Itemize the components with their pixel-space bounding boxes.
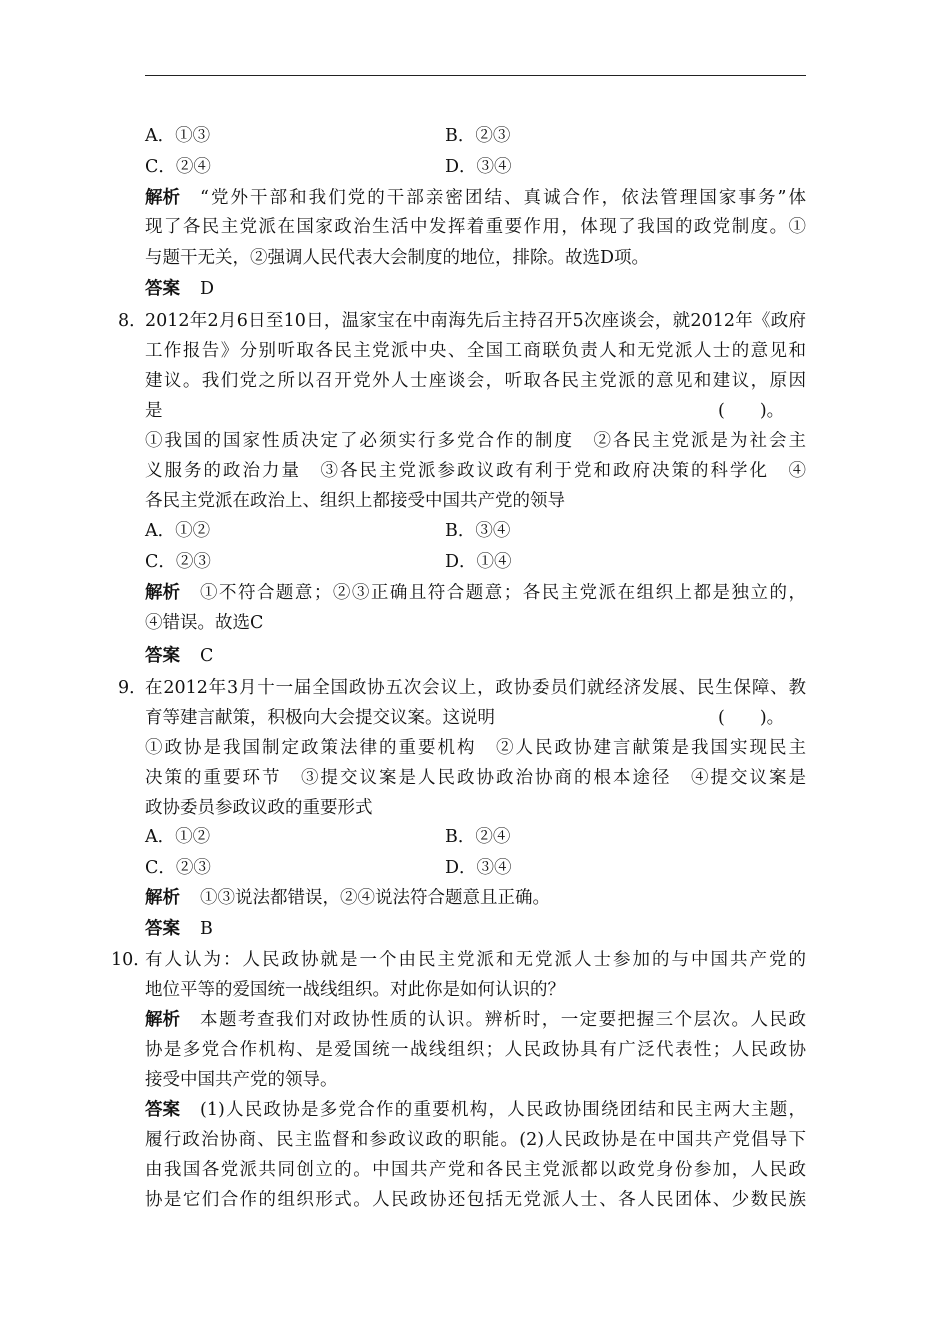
q8-option-a: A．①②: [145, 521, 211, 541]
q8-stem-line: 2012年2月6日至10日，温家宝在中南海先后主持召开5次座谈会，就2012年《政府: [145, 311, 806, 331]
q10-analysis-line: 本题考查我们对政协性质的认识。辨析时，一定要把握三个层次。人民政: [200, 1010, 806, 1030]
q10-answer-line: (1)人民政协是多党合作的重要机构，人民政协围绕团结和民主两大主题，: [200, 1100, 806, 1120]
q8-item-line: 义服务的政治力量 ③各民主党派参政议政有利于党和政府决策的科学化 ④: [145, 461, 806, 481]
q7-option-c: C．②④: [145, 157, 211, 177]
q9-item-line: 决策的重要环节 ③提交议案是人民政协政治协商的根本途径 ④提交议案是: [145, 768, 806, 788]
q7-option-b: B．②③: [445, 126, 511, 146]
q9-analysis-label: 解析: [145, 888, 180, 908]
q8-stem-line: 建议。我们党之所以召开党外人士座谈会，听取各民主党派的意见和建议，原因: [145, 371, 806, 391]
q8-analysis-label: 解析: [145, 583, 180, 603]
q7-option-a: A．①③: [145, 126, 211, 146]
q7-answer: D: [200, 279, 215, 299]
q9-option-a: A．①②: [145, 827, 211, 847]
q7-analysis-label: 解析: [145, 188, 180, 208]
q10-answer-label: 答案: [145, 1100, 180, 1120]
q7-analysis-line: 与题干无关，②强调人民代表大会制度的地位，排除。故选D项。: [145, 248, 650, 268]
q8-analysis-line: ①不符合题意；②③正确且符合题意；各民主党派在组织上都是独立的，: [200, 583, 806, 603]
q9-answer: B: [200, 919, 213, 939]
q10-analysis-line: 接受中国共产党的领导。: [145, 1070, 338, 1090]
q10-answer-line: 由我国各党派共同创立的。中国共产党和各民主党派都以政党身份参加，人民政: [145, 1160, 806, 1180]
q9-number: 9．: [118, 678, 147, 698]
q7-answer-label: 答案: [145, 279, 180, 299]
q9-stem-line: 育等建言献策，积极向大会提交议案。这说明: [145, 708, 495, 728]
q10-number: 10．: [111, 950, 151, 970]
q8-option-d: D．①④: [445, 552, 512, 572]
q8-answer: C: [200, 646, 214, 666]
q8-number: 8．: [118, 311, 147, 331]
q8-stem-line: 是: [145, 401, 163, 421]
q9-answer-blank: ( )。: [718, 708, 785, 728]
q10-analysis-line: 协是多党合作机构、是爱国统一战线组织；人民政协具有广泛代表性；人民政协: [145, 1040, 806, 1060]
q8-stem-line: 工作报告》分别听取各民主党派中央、全国工商联负责人和无党派人士的意见和: [145, 341, 806, 361]
q10-analysis-label: 解析: [145, 1010, 180, 1030]
q9-answer-label: 答案: [145, 919, 180, 939]
header-rule: [145, 75, 806, 76]
q8-option-b: B．③④: [445, 521, 511, 541]
q8-analysis-line: ④错误。故选C: [145, 613, 264, 633]
q7-analysis-line: 现了各民主党派在国家政治生活中发挥着重要作用，体现了我国的政党制度。①: [145, 217, 806, 237]
q8-option-c: C．②③: [145, 552, 211, 572]
q8-item-line: 各民主党派在政治上、组织上都接受中国共产党的领导: [145, 491, 565, 511]
q9-option-b: B．②④: [445, 827, 511, 847]
q8-answer-blank: ( )。: [718, 401, 785, 421]
q10-answer-line: 协是它们合作的组织形式。人民政协还包括无党派人士、各人民团体、少数民族: [145, 1190, 806, 1210]
q10-stem-line: 地位平等的爱国统一战线组织。对此你是如何认识的？: [145, 980, 565, 1000]
q9-item-line: 政协委员参政议政的重要形式: [145, 798, 373, 818]
q9-option-d: D．③④: [445, 858, 512, 878]
q10-answer-line: 履行政治协商、民主监督和参政议政的职能。(2)人民政协是在中国共产党倡导下: [145, 1130, 806, 1150]
q8-answer-label: 答案: [145, 646, 180, 666]
q7-option-d: D．③④: [445, 157, 512, 177]
q9-stem-line: 在2012年3月十一届全国政协五次会议上，政协委员们就经济发展、民生保障、教: [145, 678, 806, 698]
q9-analysis-line: ①③说法都错误，②④说法符合题意且正确。: [200, 888, 550, 908]
q10-stem-line: 有人认为：人民政协就是一个由民主党派和无党派人士参加的与中国共产党的: [145, 950, 806, 970]
q9-item-line: ①政协是我国制定政策法律的重要机构 ②人民政协建言献策是我国实现民主: [145, 738, 806, 758]
q9-option-c: C．②③: [145, 858, 211, 878]
q8-item-line: ①我国的国家性质决定了必须实行多党合作的制度 ②各民主党派是为社会主: [145, 431, 806, 451]
q7-analysis-line: “党外干部和我们党的干部亲密团结、真诚合作，依法管理国家事务”体: [200, 188, 806, 208]
